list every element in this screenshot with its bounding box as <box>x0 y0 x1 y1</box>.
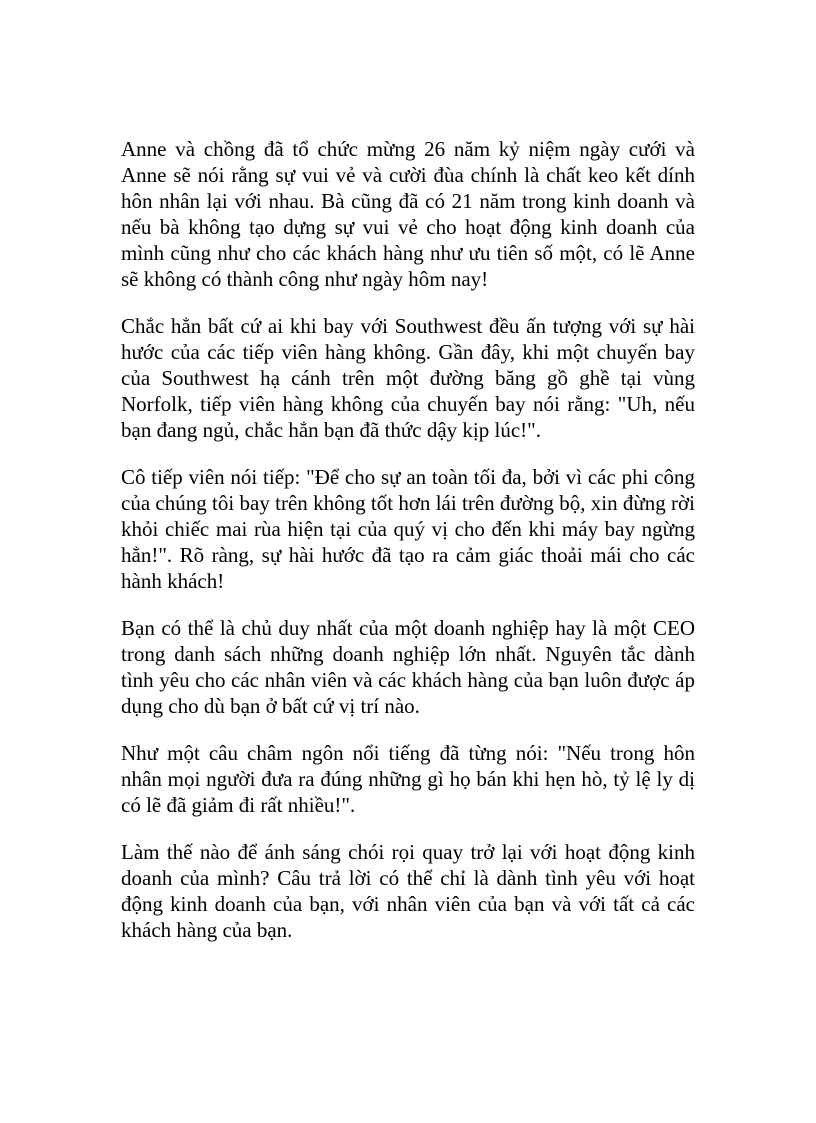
paragraph-5: Như một câu châm ngôn nổi tiếng đã từng nói: "Nếu trong hôn nhân mọi người đưa ra đúng những gì họ bán khi hẹn hò, tỷ lệ ly dị có lẽ đã giảm đi rất nhiều!". <box>121 741 695 817</box>
paragraph-3: Cô tiếp viên nói tiếp: "Để cho sự an toàn tối đa, bởi vì các phi công của chúng tôi bay trên không tốt hơn lái trên đường bộ, xin đừng rời khỏi chiếc mai rùa hiện tại của quý vị cho đến khi máy bay ngừng hẳn!". Rõ ràng, sự hài hước đã tạo ra cảm giác thoải mái cho các hành khách! <box>121 465 695 593</box>
paragraph-4: Bạn có thể là chủ duy nhất của một doanh nghiệp hay là một CEO trong danh sách những doanh nghiệp lớn nhất. Nguyên tắc dành tình yêu cho các nhân viên và các khách hàng của bạn luôn được áp dụng cho dù bạn ở bất cứ vị trí nào. <box>121 616 695 718</box>
paragraph-2: Chắc hẳn bất cứ ai khi bay với Southwest đều ấn tượng với sự hài hước của các tiếp viên hàng không. Gần đây, khi một chuyến bay của Southwest hạ cánh trên một đường băng gồ ghề tại vùng Norfolk, tiếp viên hàng không của chuyến bay nói rằng: "Uh, nếu bạn đang ngủ, chắc hẳn bạn đã thức dậy kịp lúc!". <box>121 314 695 442</box>
document-body <box>121 136 695 943</box>
paragraph-6: Làm thế nào để ánh sáng chói rọi quay trở lại với hoạt động kinh doanh của mình? Câu trả lời có thể chỉ là dành tình yêu với hoạt động kinh doanh của bạn, với nhân viên của bạn và với tất cả các khách hàng của bạn. <box>121 840 695 942</box>
paragraph-1: Anne và chồng đã tổ chức mừng 26 năm kỷ niệm ngày cưới và Anne sẽ nói rằng sự vui vẻ và cười đùa chính là chất keo kết dính hôn nhân lại với nhau. Bà cũng đã có 21 năm trong kinh doanh và nếu bà không tạo dựng sự vui vẻ cho hoạt động kinh doanh của mình cũng như cho các khách hàng như ưu tiên số một, có lẽ Anne sẽ không có thành công như ngày hôm nay! <box>121 137 695 291</box>
